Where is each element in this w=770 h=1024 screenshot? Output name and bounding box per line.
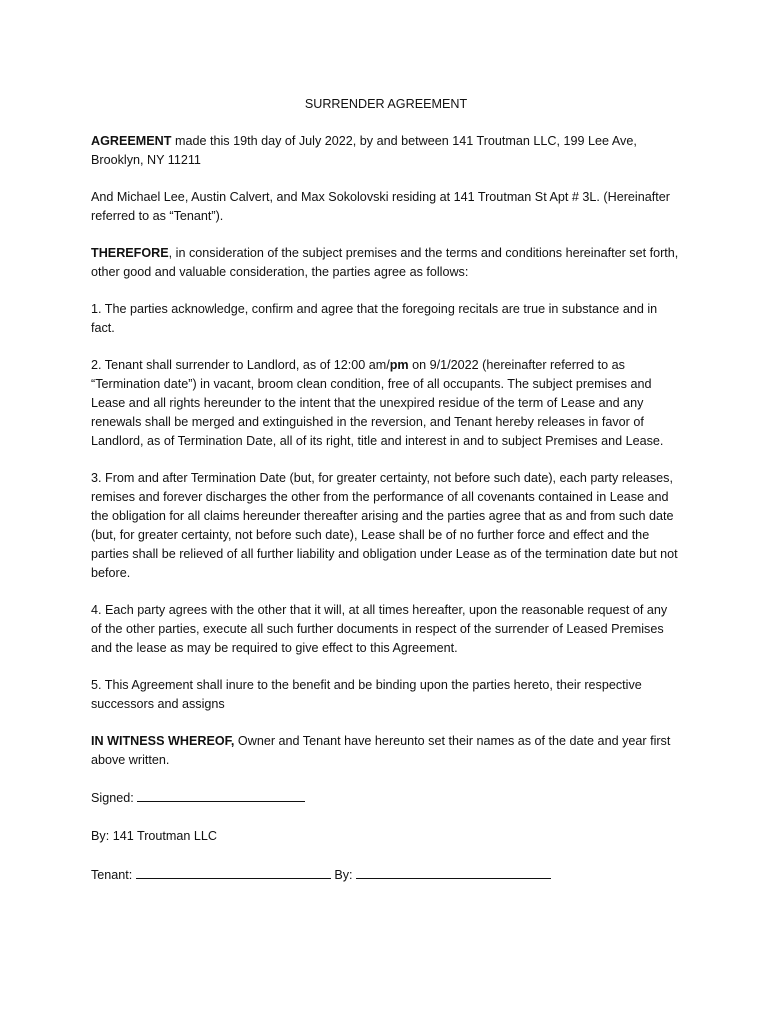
intro-paragraph [91, 132, 681, 170]
therefore-paragraph [91, 244, 681, 282]
intro-text: made this 19th day of July 2022, by and between 141 Troutman LLC, 199 Lee Ave, Brooklyn, NY 11211 [91, 134, 637, 167]
signed-signature-line[interactable] [137, 788, 305, 802]
document-title: SURRENDER AGREEMENT [304, 97, 468, 111]
therefore-text: , in consideration of the subject premises and the terms and conditions hereinafter set forth, other good and valuable consideration, the parties agree as follows: [91, 246, 679, 279]
clause-2-bold: pm [389, 358, 409, 372]
signed-label: Signed: [91, 791, 134, 805]
by-signature-line[interactable] [356, 865, 551, 879]
clause-2 [91, 356, 681, 451]
tenant-signature-line[interactable] [136, 865, 331, 879]
therefore-bold: THEREFORE [91, 246, 169, 260]
witness-paragraph [91, 732, 681, 770]
clause-5: 5. This Agreement shall inure to the benefit and be binding upon the parties hereto, their respective successors and assigns [91, 678, 642, 711]
clause-1: 1. The parties acknowledge, confirm and agree that the foregoing recitals are true in substance and in fact. [91, 302, 658, 335]
document-page [91, 95, 681, 904]
signed-row [91, 788, 681, 808]
clause-3: 3. From and after Termination Date (but, for greater certainty, not before such date), each party releases, remises and forever discharges the other from the performance of all covenants contained in Lease and the obligation for all claims hereunder thereafter arising and the parties agree that as and from such date (but, for greater certainty, not before such date), Lease shall be of no further force and effect and the parties shall be relieved of all further liability and obligation under Lease as of the termination date but not before. [91, 471, 678, 580]
tenant-label: Tenant: [91, 868, 133, 882]
witness-bold: IN WITNESS WHEREOF, [91, 734, 235, 748]
clause-4: 4. Each party agrees with the other that it will, at all times hereafter, upon the reasonable request of any of the other parties, execute all such further documents in respect of the surrender of Leased Premises and the lease as may be required to give effect to this Agreement. [91, 603, 668, 655]
parties-paragraph: And Michael Lee, Austin Calvert, and Max Sokolovski residing at 141 Troutman St Apt # 3L. (Hereinafter referred to as “Tenant”). [91, 190, 670, 223]
intro-bold: AGREEMENT [91, 134, 172, 148]
by-owner-row: By: 141 Troutman LLC [91, 829, 218, 843]
clause-2-before: 2. Tenant shall surrender to Landlord, as of 12:00 am/ [91, 358, 390, 372]
clause-2-after: on 9/1/2022 (hereinafter referred to as “Termination date”) in vacant, broom clean condition, free of all occupants. The subject premises and Lease and all rights hereunder to the intent that the unexpired residue of the term of Lease and any renewals shall be merged and extinguished in the reversion, and Tenant hereby releases in favor of Landlord, as of Termination Date, all of its right, title and interest in and to subject Premises and Lease. [91, 358, 664, 448]
tenant-row [91, 865, 681, 885]
by-label: By: [334, 868, 353, 882]
witness-text: Owner and Tenant have hereunto set their names as of the date and year first above written. [91, 734, 671, 767]
